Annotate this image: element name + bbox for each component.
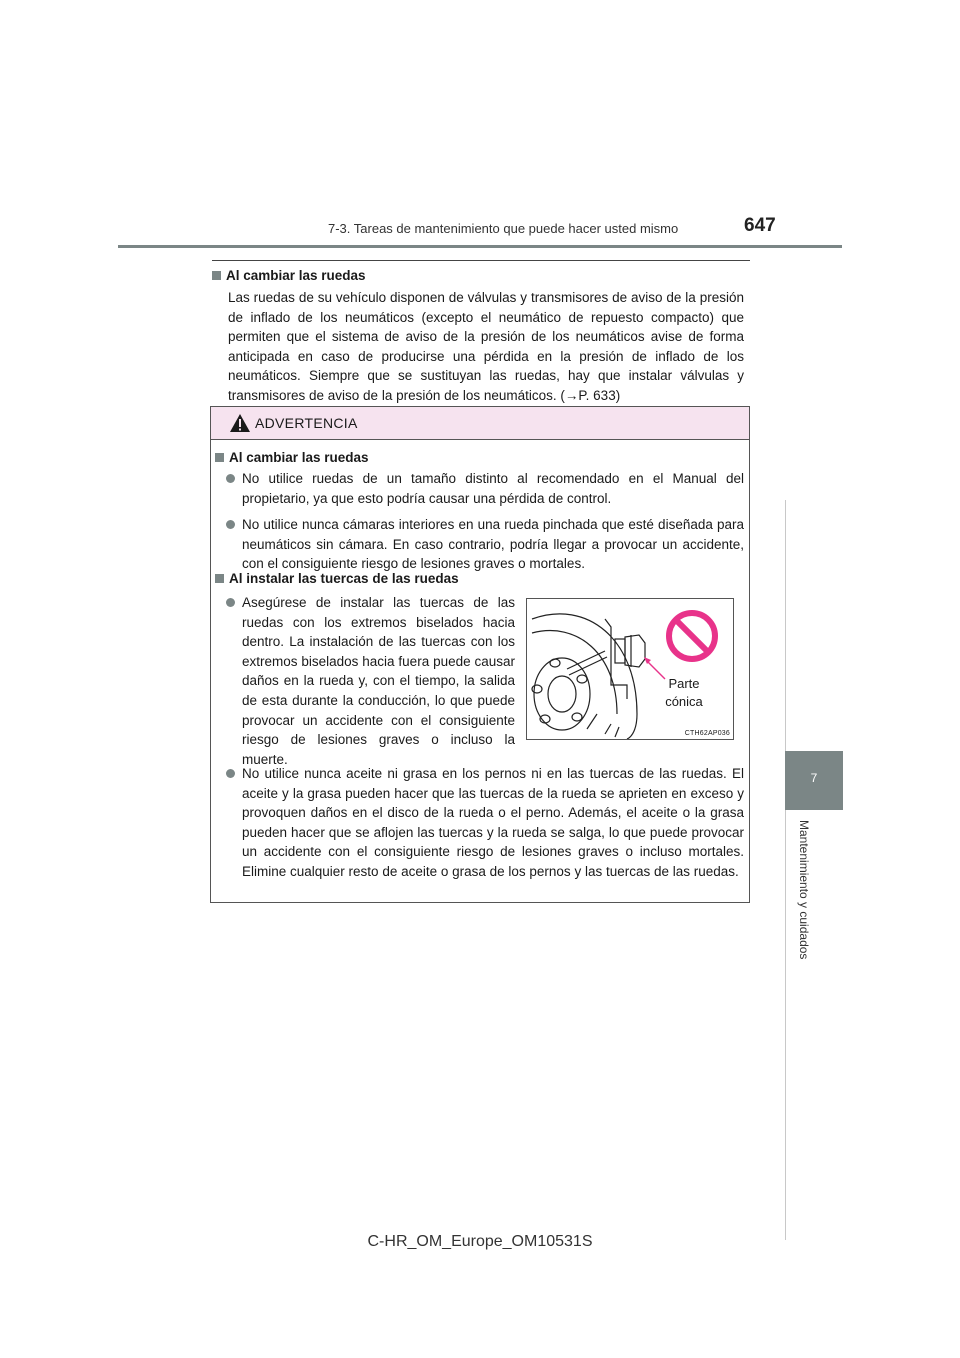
warning-header [211, 407, 749, 440]
warning-title: ADVERTENCIA [255, 415, 358, 431]
warning-bullet-text: Asegúrese de instalar las tuercas de las ruedas con los extremos biselados hacia dentro. La instalación de las tuercas con los extremos biselados hacia fuera puede causar daños en la rueda y, con el tiempo, la salida de esta durante la conducción, lo que puede provocar un accidente con el consiguiente riesgo de lesiones graves o incluso la muerte. [242, 595, 515, 767]
square-bullet-icon [215, 453, 224, 462]
content-rule [212, 260, 750, 261]
header-rule [118, 245, 842, 248]
warning-heading-text: Al cambiar las ruedas [229, 450, 369, 465]
bullet-dot-icon [226, 520, 235, 529]
square-bullet-icon [215, 574, 224, 583]
warning-bullet [242, 469, 744, 508]
section-heading [212, 268, 366, 283]
warning-triangle-icon [229, 413, 251, 433]
section-heading-text: Al cambiar las ruedas [226, 268, 366, 283]
warning-bullet [242, 764, 744, 882]
figure-label-line1: Parte [668, 676, 700, 691]
figure-code: CTH62AP036 [684, 730, 730, 737]
figure-label-line2: cónica [665, 694, 703, 709]
section-title: 7-3. Tareas de mantenimiento que puede hacer usted mismo [328, 221, 679, 236]
warning-bullet [242, 515, 744, 574]
side-tab-divider [785, 500, 786, 1240]
bullet-dot-icon [226, 598, 235, 607]
warning-heading-text: Al instalar las tuercas de las ruedas [229, 571, 459, 586]
wheel-hub-drawing [527, 599, 733, 739]
warning-bullet-text: No utilice nunca aceite ni grasa en los pernos ni en las tuercas de las ruedas. El aceite y la grasa pueden hacer que las tuercas de la rueda se aprieten en exceso y provoquen daños en el disco de la rueda o el perno. Además, el aceite o la grasa pueden hacer que se aflojen las tuercas y la rueda se salga, lo que puede provocar un accidente con el consiguiente riesgo de lesiones graves o incluso mortales. Elimine cualquier resto de aceite o grasa de los pernos y las tuercas de las ruedas. [242, 766, 744, 879]
chapter-tab[interactable]: 7 [785, 751, 843, 810]
wheel-nut-illustration [526, 598, 734, 740]
bullet-dot-icon [226, 769, 235, 778]
bullet-dot-icon [226, 474, 235, 483]
section-body: Las ruedas de su vehículo disponen de válvulas y transmisores de aviso de la presión de inflado de los neumáticos (excepto el neumático de repuesto compacto) que permiten que el sistema de aviso de la presión de los neumáticos avise de forma anticipada en caso de producirse una pérdida en la presión de inflado de los neumáticos. Siempre que se sustituyan las ruedas, hay que instalar válvulas y transmisores de aviso de la presión de los neumáticos. (→P. 633) [228, 290, 744, 403]
document-id: C-HR_OM_Europe_OM10531S [367, 1233, 593, 1250]
warning-heading-wheels [215, 450, 369, 465]
chapter-title: Mantenimiento y cuidados [797, 820, 811, 960]
warning-heading-nuts [215, 571, 459, 586]
warning-bullet-text: No utilice ruedas de un tamaño distinto al recomendado en el Manual del propietario, ya que esto podría causar una pérdida de control. [242, 471, 744, 506]
warning-bullet-text: No utilice nunca cámaras interiores en una rueda pinchada que esté diseñada para neumáticos sin cámara. En caso contrario, podría llegar a provocar un accidente, con el consiguiente riesgo de lesiones graves o mortales. [242, 517, 744, 572]
square-bullet-icon [212, 271, 221, 280]
page-number: 647 [744, 215, 776, 236]
warning-bullet [242, 593, 515, 769]
figure-label [661, 675, 707, 711]
